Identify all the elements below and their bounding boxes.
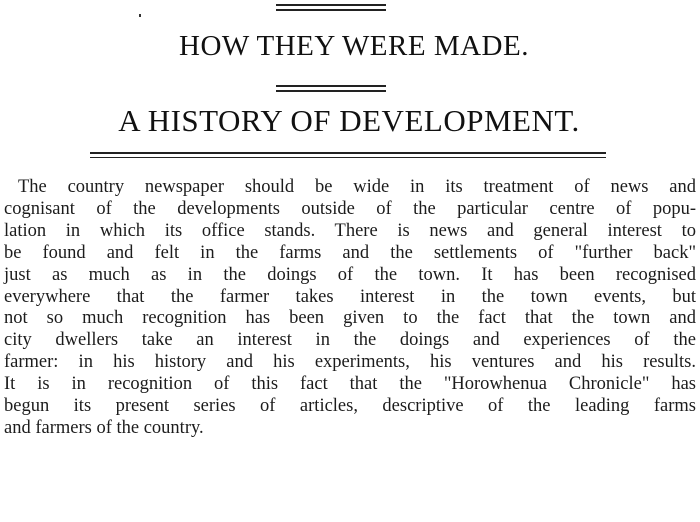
body-line: be found and felt in the farms and the settlements of "further back" <box>4 242 696 263</box>
body-line: farmer: in his history and his experiments, his ventures and his results. <box>4 352 696 373</box>
body-line: The country newspaper should be wide in its treatment of news and <box>18 177 696 197</box>
body-line: lation in which its office stands. There is news and general interest to <box>4 220 696 241</box>
print-speck <box>139 14 141 17</box>
article-body <box>4 177 696 440</box>
body-line: city dwellers take an interest in the doings and experiences of the <box>4 330 696 351</box>
body-line: everywhere that the farmer takes interest in the town events, but <box>4 286 696 307</box>
body-line: It is in recognition of this fact that the "Horowhenua Chronicle" has <box>4 374 696 395</box>
body-line: cognisant of the developments outside of the particular centre of popu- <box>4 198 696 219</box>
middle-double-rule <box>276 85 386 92</box>
body-line: begun its present series of articles, descriptive of the leading farms <box>4 396 696 417</box>
body-line: just as much as in the doings of the town. It has been recognised <box>4 264 696 285</box>
top-double-rule <box>276 4 386 11</box>
bottom-double-rule <box>90 152 606 158</box>
subheadline: A HISTORY OF DEVELOPMENT. <box>118 103 580 138</box>
body-line: and farmers of the country. <box>4 417 204 438</box>
body-line: not so much recognition has been given to the fact that the town and <box>4 308 696 329</box>
headline: HOW THEY WERE MADE. <box>179 30 529 62</box>
